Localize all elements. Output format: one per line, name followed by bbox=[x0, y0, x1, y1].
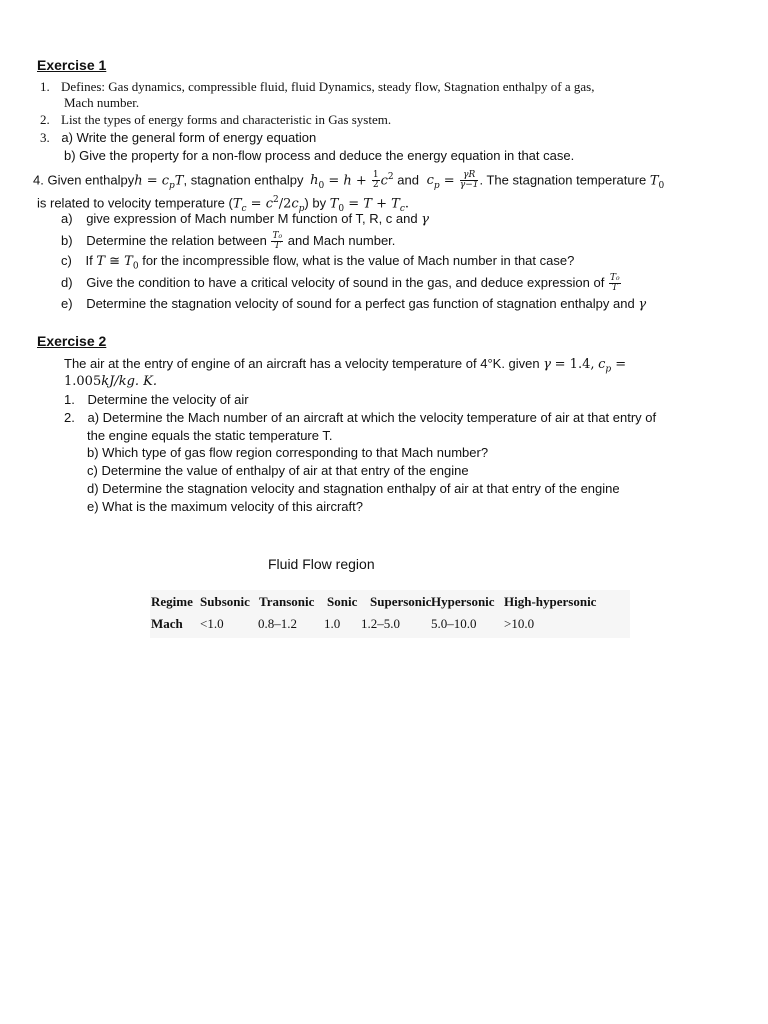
table-cell: <1.0 bbox=[200, 616, 224, 631]
ex1-sub-a: a) give expression of Mach number M function of T, R, c and γ bbox=[61, 211, 430, 227]
ex2-item-2e: e) What is the maximum velocity of this aircraft? bbox=[87, 499, 363, 514]
ex2-intro: The air at the entry of engine of an aircraft has a velocity temperature of 4°K. given γ = 1.4, $c_p$ = bbox=[64, 356, 627, 375]
exercise-1-heading: Exercise 1 bbox=[37, 57, 107, 73]
ex1-item-4-cont: is related to velocity temperature $(T_c = c^2/2c_p)$ by $T_0 = T + T_c$. bbox=[37, 195, 409, 214]
half-fraction: $\frac{1}{2}$ bbox=[372, 170, 379, 191]
table-cell: 1.2–5.0 bbox=[361, 616, 400, 631]
item-text: give expression of Mach number M function of T, R, c and bbox=[86, 211, 418, 226]
item-number: 3. bbox=[40, 130, 50, 145]
ex2-item-2a bbox=[64, 410, 656, 426]
cp-value: 1.005 bbox=[64, 374, 102, 389]
table-cell: 0.8–1.2 bbox=[258, 616, 297, 631]
table-cell: 1.0 bbox=[324, 616, 341, 631]
ex1-item-1 bbox=[40, 79, 594, 95]
ex1-sub-b bbox=[61, 232, 395, 251]
gamma-value: = 1.4, bbox=[554, 357, 595, 372]
ex1-item-2 bbox=[40, 112, 391, 128]
item-number: 2. bbox=[40, 112, 50, 127]
given-enthalpy-label: Given enthalpy bbox=[47, 172, 135, 188]
ex1-item-1-cont: Mach number. bbox=[64, 95, 140, 110]
ex2-item-2a-cont: the engine equals the static temperature T. bbox=[87, 428, 333, 443]
item-text: Determine the stagnation velocity of sound for a perfect gas function of stagnation enthalpy and bbox=[86, 296, 635, 311]
item-text: Give the condition to have a critical velocity of sound in the gas, and deduce expression of bbox=[86, 274, 605, 290]
intro-text: The air at the entry of engine of an aircraft has a velocity temperature of 4°K. given bbox=[64, 356, 540, 371]
table-header-cell: Supersonic bbox=[370, 594, 432, 609]
item-letter: e) bbox=[61, 296, 73, 311]
t0-over-t-fraction: $\frac{\text{T₀}}{T}$ bbox=[272, 231, 283, 251]
ex2-item-1 bbox=[64, 392, 249, 408]
ex2-item-2b: b) Which type of gas flow region corresponding to that Mach number? bbox=[87, 445, 489, 460]
by-label: ) by bbox=[304, 195, 327, 211]
table-header-cell: Subsonic bbox=[200, 594, 250, 609]
table-header-cell: Sonic bbox=[327, 594, 358, 609]
item-text-post: and Mach number. bbox=[287, 232, 396, 248]
item-letter: d) bbox=[61, 274, 73, 290]
item-text: If bbox=[85, 253, 93, 268]
table-header-cell: Transonic bbox=[259, 594, 315, 609]
cp-unit: kJ/kg. K. bbox=[101, 374, 157, 389]
ex1-sub-c: c) If T ≅ $T_0$ for the incompressible flow, what is the value of Mach number in that case? bbox=[61, 253, 575, 272]
item-text: Determine the relation between bbox=[86, 232, 267, 248]
item-text: Determine the velocity of air bbox=[87, 392, 249, 407]
item-number: 2. bbox=[64, 410, 75, 425]
ex2-item-2c: c) Determine the value of enthalpy of air at that entry of the engine bbox=[87, 463, 469, 478]
table-header-cell: Regime bbox=[151, 594, 193, 609]
ex1-item-3b: b) Give the property for a non-flow process and deduce the energy equation in that case. bbox=[64, 148, 575, 163]
item-text: a) Write the general form of energy equation bbox=[61, 130, 317, 145]
item-letter: b) bbox=[61, 232, 73, 248]
table-header-cell: Hypersonic bbox=[431, 594, 495, 609]
exercise-2-heading: Exercise 2 bbox=[37, 333, 107, 349]
table-cell: Mach bbox=[151, 616, 183, 631]
item-number: 1. bbox=[40, 79, 50, 94]
cp-fraction: $\frac{\gamma R}{\gamma-1}$ bbox=[459, 170, 479, 191]
ex1-item-4: 4. Given enthalpyh = $c_pT$, stagnation enthalpy $h_0 = h$ + $\frac{1}{2}$ $c^2$ and $c_p$ = $\frac{\gamma R}{\gamma-1}$ . The stagnation temperature $T_0$ bbox=[33, 170, 665, 191]
and-label: and bbox=[397, 172, 419, 188]
ex2-item-2d: d) Determine the stagnation velocity and stagnation enthalpy of air at that entry of the engine bbox=[87, 481, 620, 496]
table-header-cell: High-hypersonic bbox=[504, 594, 597, 609]
stagnation-enthalpy-label: , stagnation enthalpy bbox=[183, 172, 304, 188]
item-text-post: for the incompressible flow, what is the value of Mach number in that case? bbox=[142, 253, 575, 268]
enthalpy-formula: h bbox=[134, 173, 143, 189]
item-number: 1. bbox=[64, 392, 75, 407]
item-text: Defines: Gas dynamics, compressible fluid, fluid Dynamics, steady flow, Stagnation enthalpy of a gas, bbox=[61, 79, 595, 94]
item-letter: a) bbox=[61, 211, 73, 226]
velocity-temperature-label: is related to velocity temperature ( bbox=[37, 195, 233, 211]
item-letter: c) bbox=[61, 253, 72, 268]
item-text: a) Determine the Mach number of an aircraft at which the velocity temperature of air at that entry of bbox=[87, 410, 657, 425]
flow-region-table bbox=[150, 590, 630, 638]
stagnation-temperature-label: . The stagnation temperature bbox=[479, 172, 647, 188]
table-cell: >10.0 bbox=[504, 616, 535, 631]
item-number: 4. bbox=[33, 172, 44, 188]
item-text: List the types of energy forms and characteristic in Gas system. bbox=[61, 112, 392, 127]
ex2-intro-cont bbox=[64, 373, 157, 390]
flow-table-title: Fluid Flow region bbox=[268, 556, 375, 572]
ex1-sub-d bbox=[61, 274, 622, 293]
table-cell: 5.0–10.0 bbox=[431, 616, 477, 631]
ex1-item-3a bbox=[40, 130, 316, 146]
ex1-sub-e: e) Determine the stagnation velocity of sound for a perfect gas function of stagnation enthalpy and γ bbox=[61, 296, 647, 312]
t0-over-t-fraction: $\frac{\text{T₀}}{T}$ bbox=[609, 273, 620, 293]
